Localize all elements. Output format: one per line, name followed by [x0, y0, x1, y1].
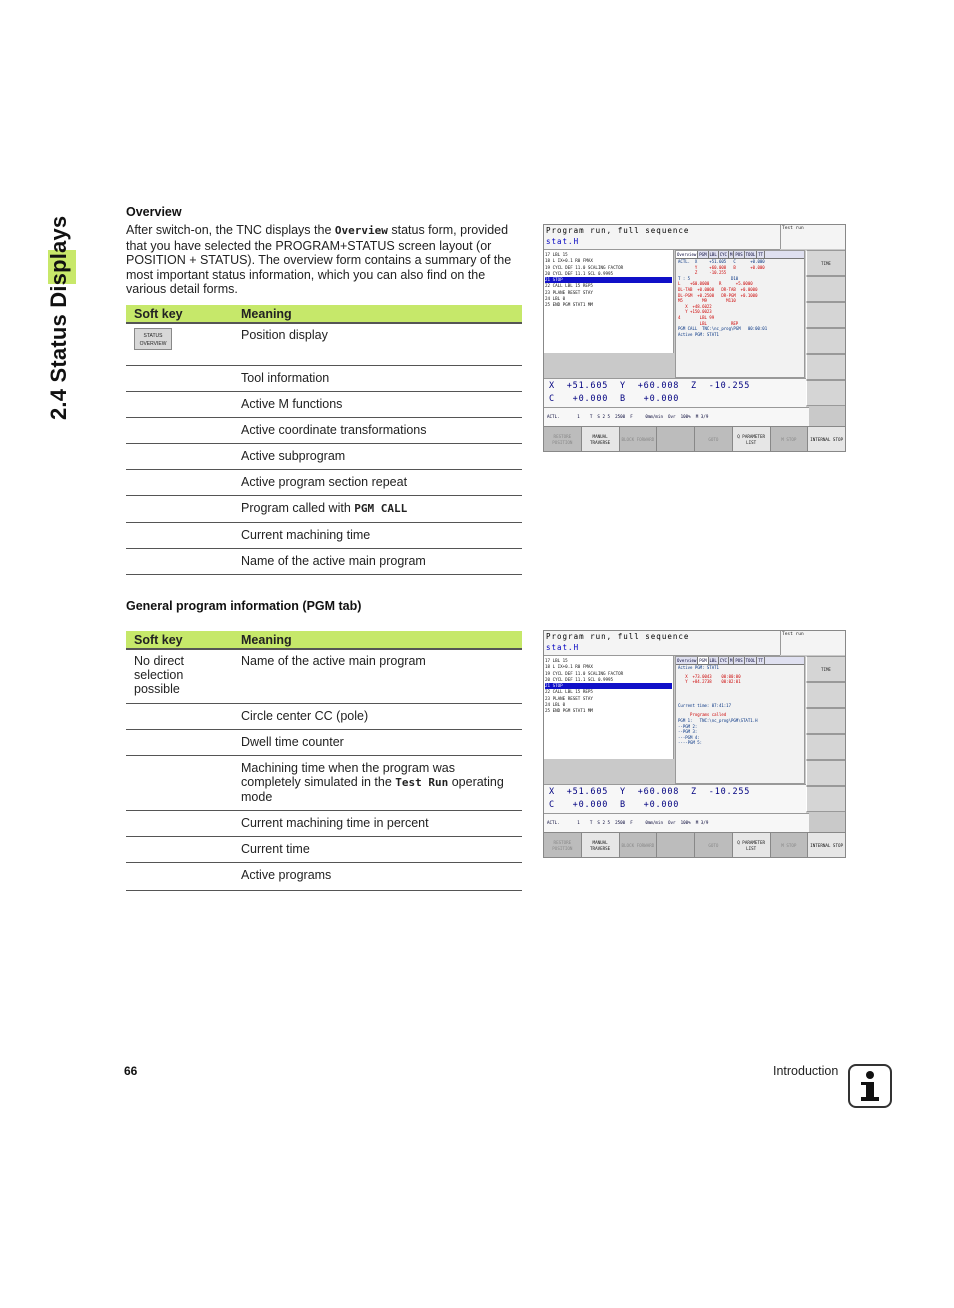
table-row: STATUS OVERVIEW Position display — [126, 323, 522, 365]
table-row: Current machining time — [126, 522, 522, 548]
table-row: Active M functions — [126, 391, 522, 417]
softkey-row: RESTORE POSITION MANUAL TRAVERSE BLOCK FORWARD GOTO Q PARAMETER LIST M STOP INTERNAL STOP — [544, 426, 846, 452]
tab-pgm[interactable]: PGM — [699, 658, 707, 663]
tnc-screen-overview: Program run, full sequence stat.H Test run 17 LBL 15 18 L IX+0.1 R0 FMAX 19 CYCL DEF 11.0 SCALING FACTOR 20 CYCL DEF 11.1 SCL 0.9995 21 STOP 22 CALL LBL 15 REP5 23 PLANE RESET STAY 24 LBL 0 25 END PGM STAT1 MM Overview PGM LBL CYC M POS TOOL TT ACTL. X +51.605 C +0.000 Y +60.008 B +0.000 Z -10.255 T : 5 D10 L +60.0000 R +5.0000 DL-TAB +0.0000 DR-TAB +0.0000 DL-PGM +0.2500 DR-PGM +0.1000 M5 M9 M110 X +48.6022 Y +150.0023 4 LBL 99 LBL REP PGM CALL TNC:\nc_prog\PGM 00:00:01 Active PGM: STAT1 TIME X +51.605 Y +60.008 Z -10.255 C +0.000 B +0.000 ACTL. 1 T S 2 5 2500 F 0mm/min Ovr 100% M 3/9 RESTORE POSITION MANUAL TRAVERSE BLOCK FORWARD GOTO Q PARAMETER LIST M STOP INTERNAL STOP — [543, 224, 846, 452]
page-number: 66 — [124, 1064, 138, 1078]
table-row: Dwell time counter — [126, 729, 522, 755]
table-row: Circle center CC (pole) — [126, 703, 522, 729]
side-title-text: 2.4 Status Displays — [46, 215, 71, 420]
pgm-info-heading: General program information (PGM tab) — [126, 599, 362, 613]
tab-tt[interactable]: TT — [758, 252, 764, 257]
col-meaning: Meaning — [233, 631, 522, 649]
tab-overview[interactable]: Overview — [677, 658, 697, 663]
tab-cyc[interactable]: CYC — [719, 658, 727, 663]
table-row: Active program section repeat — [126, 469, 522, 495]
table-row: Current time — [126, 836, 522, 862]
tnc-screen-pgm: Program run, full sequence stat.H Test run 17 LBL 15 18 L IX+0.1 R0 FMAX 19 CYCL DEF 11.0 SCALING FACTOR 20 CYCL DEF 11.1 SCL 0.9995 21 STOP 22 CALL LBL 15 REP5 23 PLANE RESET STAY 24 LBL 0 25 END PGM STAT1 MM Overview PGM LBL CYC M POS TOOL TT Active PGM: STAT1 X +73.0043 00:00:00 Y +84.2738 00:02:01 Current time: 07:41:17 Programs called PGM 1: TNC:\nc_prog\PGM\STAT1.H --PGM 2: --PGM 3: ---PGM 4: ----PGM 5: TIME X +51.605 Y +60.008 Z -10.255 C +0.000 B +0.000 ACTL. 1 T S 2 5 2500 F 0mm/min Ovr 100% M 3/9 RESTORE POSITION MANUAL TRAVERSE BLOCK FORWARD GOTO Q PARAMETER LIST M STOP INTERNAL STOP — [543, 630, 846, 858]
tab-m[interactable]: M — [729, 658, 733, 663]
position-display: X +51.605 Y +60.008 Z -10.255 C +0.000 B +0.000 — [544, 378, 806, 407]
time-softkey[interactable]: TIME — [806, 656, 846, 682]
overview-table — [126, 305, 522, 575]
table-row: Program called with PGM CALL — [126, 495, 522, 522]
tab-tool[interactable]: TOOL — [745, 252, 756, 257]
program-listing: 17 LBL 15 18 L IX+0.1 R0 FMAX 19 CYCL DEF 11.0 SCALING FACTOR 20 CYCL DEF 11.1 SCL 0.9995 21 STOP 22 CALL LBL 15 REP5 23 PLANE RESET STAY 24 LBL 0 25 END PGM STAT1 MM — [544, 250, 674, 353]
program-listing: 17 LBL 15 18 L IX+0.1 R0 FMAX 19 CYCL DEF 11.0 SCALING FACTOR 20 CYCL DEF 11.1 SCL 0.9995 21 STOP 22 CALL LBL 15 REP5 23 PLANE RESET STAY 24 LBL 0 25 END PGM STAT1 MM — [544, 656, 674, 759]
status-line: ACTL. 1 T S 2 5 2500 F 0mm/min Ovr 100% M 3/9 — [544, 407, 809, 426]
col-softkey: Soft key — [126, 631, 233, 649]
tab-pos[interactable]: POS — [735, 658, 743, 663]
col-softkey: Soft key — [126, 305, 233, 323]
softkey-row: RESTORE POSITION MANUAL TRAVERSE BLOCK FORWARD GOTO Q PARAMETER LIST M STOP INTERNAL STOP — [544, 832, 846, 858]
tab-overview[interactable]: Overview — [677, 252, 697, 257]
table-row: Name of the active main program — [126, 548, 522, 574]
table-row: Active coordinate transformations — [126, 417, 522, 443]
col-meaning: Meaning — [233, 305, 522, 323]
pgm-info-table — [126, 631, 522, 891]
footer-section-label: Introduction — [773, 1064, 839, 1078]
table-row: Machining time when the program was completely simulated in the Test Run operating mode — [126, 755, 522, 810]
status-line: ACTL. 1 T S 2 5 2500 F 0mm/min Ovr 100% M 3/9 — [544, 813, 809, 832]
tab-pgm[interactable]: PGM — [699, 252, 707, 257]
table-row: Current machining time in percent — [126, 810, 522, 836]
tab-lbl[interactable]: LBL — [709, 252, 717, 257]
table-row: No direct selection possible Name of the active main program — [126, 649, 522, 703]
table-row: Tool information — [126, 365, 522, 391]
tab-cyc[interactable]: CYC — [719, 252, 727, 257]
overview-heading: Overview — [126, 205, 182, 219]
overview-intro: After switch-on, the TNC displays the Overview status form, provided that you have selected the PROGRAM+STATUS screen layout (or POSITION + STATUS). The overview form contains a summary of the most important status information, which you can also find on the various detail forms. — [126, 223, 512, 297]
info-icon — [848, 1064, 892, 1108]
overview-code: Overview — [334, 224, 388, 237]
tab-m[interactable]: M — [729, 252, 733, 257]
tab-pos[interactable]: POS — [735, 252, 743, 257]
tab-lbl[interactable]: LBL — [709, 658, 717, 663]
position-display: X +51.605 Y +60.008 Z -10.255 C +0.000 B +0.000 — [544, 784, 806, 813]
tab-tool[interactable]: TOOL — [745, 658, 756, 663]
tab-tt[interactable]: TT — [758, 658, 764, 663]
status-detail-pgm: Overview PGM LBL CYC M POS TOOL TT Active PGM: STAT1 X +73.0043 00:00:00 Y +84.2738 00:02:01 Current time: 07:41:17 Programs called PGM 1: TNC:\nc_prog\PGM\STAT1.H --PGM 2: --PGM 3: ---PGM 4: ----PGM 5: — [675, 656, 805, 784]
status-detail-overview: Overview PGM LBL CYC M POS TOOL TT ACTL. X +51.605 C +0.000 Y +60.008 B +0.000 Z -10.255 T : 5 D10 L +60.0000 R +5.0000 DL-TAB +0.0000 DR-TAB +0.0000 DL-PGM +0.2500 DR-PGM +0.1000 M5 M9 M110 X +48.6022 Y +150.0023 4 LBL 99 LBL REP PGM CALL TNC:\nc_prog\PGM 00:00:01 Active PGM: STAT1 — [675, 250, 805, 378]
time-softkey[interactable]: TIME — [806, 250, 846, 276]
status-overview-softkey[interactable]: STATUS OVERVIEW — [134, 328, 172, 350]
table-row: Active subprogram — [126, 443, 522, 469]
table-row: Active programs — [126, 862, 522, 890]
